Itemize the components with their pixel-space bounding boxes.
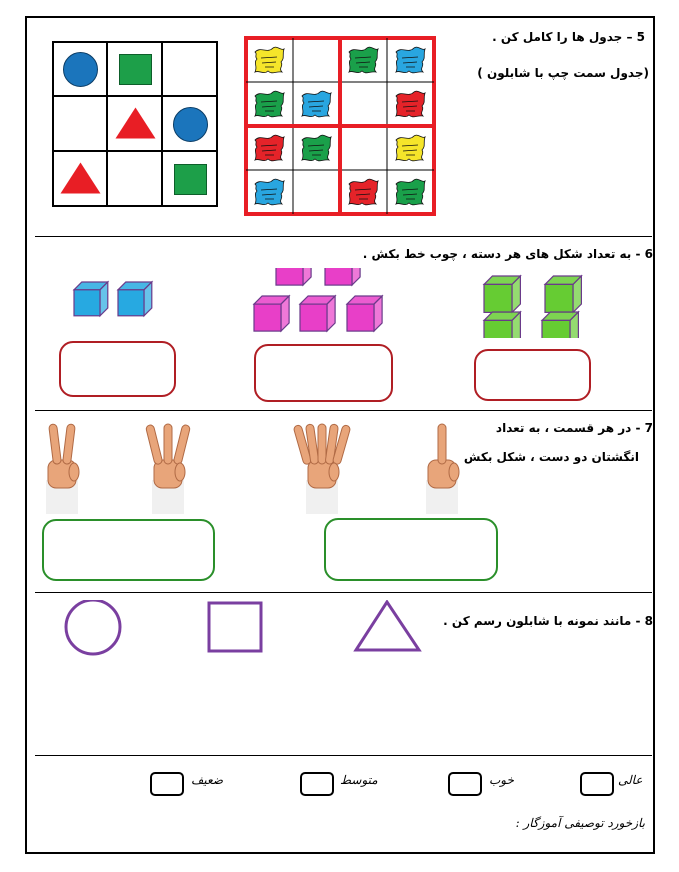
cube-shape bbox=[347, 296, 382, 331]
model-square bbox=[209, 603, 261, 651]
q8-title: 8 - مانند نمونه با شابلون رسم کن . bbox=[443, 614, 653, 628]
q7-answer-box-right[interactable] bbox=[324, 518, 498, 581]
rating-label-average: متوسط bbox=[340, 773, 378, 787]
q6-answer-box-2[interactable] bbox=[254, 344, 393, 402]
rating-label-good: خوب bbox=[489, 773, 514, 787]
splash-shape bbox=[255, 179, 284, 205]
rating-label-weak: ضعیف bbox=[191, 773, 224, 787]
cube-shape bbox=[276, 268, 311, 285]
separator-3 bbox=[35, 592, 652, 593]
q5-subtitle: (جدول سمت چپ با شابلون ) bbox=[477, 66, 649, 80]
teacher-feedback-label: بازخورد توصیفی آموزگار : bbox=[515, 816, 645, 830]
circle-shape bbox=[64, 53, 98, 87]
cube-shape bbox=[325, 268, 360, 285]
cube-shape bbox=[484, 312, 520, 338]
splash-shape bbox=[396, 179, 425, 205]
hand-gesture bbox=[426, 424, 459, 514]
rating-box-weak[interactable] bbox=[150, 772, 184, 796]
rating-box-average[interactable] bbox=[300, 772, 334, 796]
hand-gesture bbox=[145, 424, 190, 514]
splash-shape bbox=[396, 47, 425, 73]
q6-title: 6 - به تعداد شکل های هر دسته ، چوب خط بکش . bbox=[362, 247, 653, 261]
hand-gesture bbox=[46, 424, 79, 514]
cube-shape bbox=[118, 282, 152, 316]
q5-left-grid bbox=[52, 41, 218, 207]
q7-title-line1: 7 - در هر قسمت ، به تعداد bbox=[495, 421, 653, 435]
q8-model-shapes bbox=[62, 600, 424, 660]
model-circle bbox=[66, 600, 120, 654]
q6-cube-groups bbox=[60, 268, 620, 338]
hand-gesture bbox=[293, 424, 351, 514]
splash-shape bbox=[302, 135, 331, 161]
q6-answer-box-3[interactable] bbox=[474, 349, 591, 401]
square-shape bbox=[120, 55, 152, 85]
splash-shape bbox=[396, 91, 425, 117]
rating-box-good[interactable] bbox=[448, 772, 482, 796]
separator-1 bbox=[35, 236, 652, 237]
cube-shape bbox=[300, 296, 335, 331]
cube-shape bbox=[542, 312, 578, 338]
cube-shape bbox=[74, 282, 108, 316]
splash-shape bbox=[396, 135, 425, 161]
cube-shape bbox=[545, 276, 581, 312]
rating-label-excellent: عالی bbox=[618, 773, 643, 787]
model-triangle bbox=[356, 602, 419, 650]
splash-shape bbox=[255, 47, 284, 73]
q7-hands bbox=[40, 418, 480, 516]
rating-box-excellent[interactable] bbox=[580, 772, 614, 796]
q5-right-grid bbox=[244, 36, 436, 216]
separator-2 bbox=[35, 410, 652, 411]
q7-answer-box-left[interactable] bbox=[42, 519, 215, 581]
q7-title-line2: انگشتان دو دست ، شکل بکش bbox=[463, 450, 639, 464]
separator-4 bbox=[35, 755, 652, 756]
cube-shape bbox=[254, 296, 289, 331]
splash-shape bbox=[349, 179, 378, 205]
cube-shape bbox=[484, 276, 520, 312]
q6-answer-box-1[interactable] bbox=[59, 341, 176, 397]
splash-shape bbox=[349, 47, 378, 73]
circle-shape bbox=[174, 108, 208, 142]
splash-shape bbox=[302, 91, 331, 117]
square-shape bbox=[175, 165, 207, 195]
splash-shape bbox=[255, 135, 284, 161]
q5-title: 5 – جدول ها را کامل کن . bbox=[492, 30, 645, 44]
splash-shape bbox=[255, 91, 284, 117]
